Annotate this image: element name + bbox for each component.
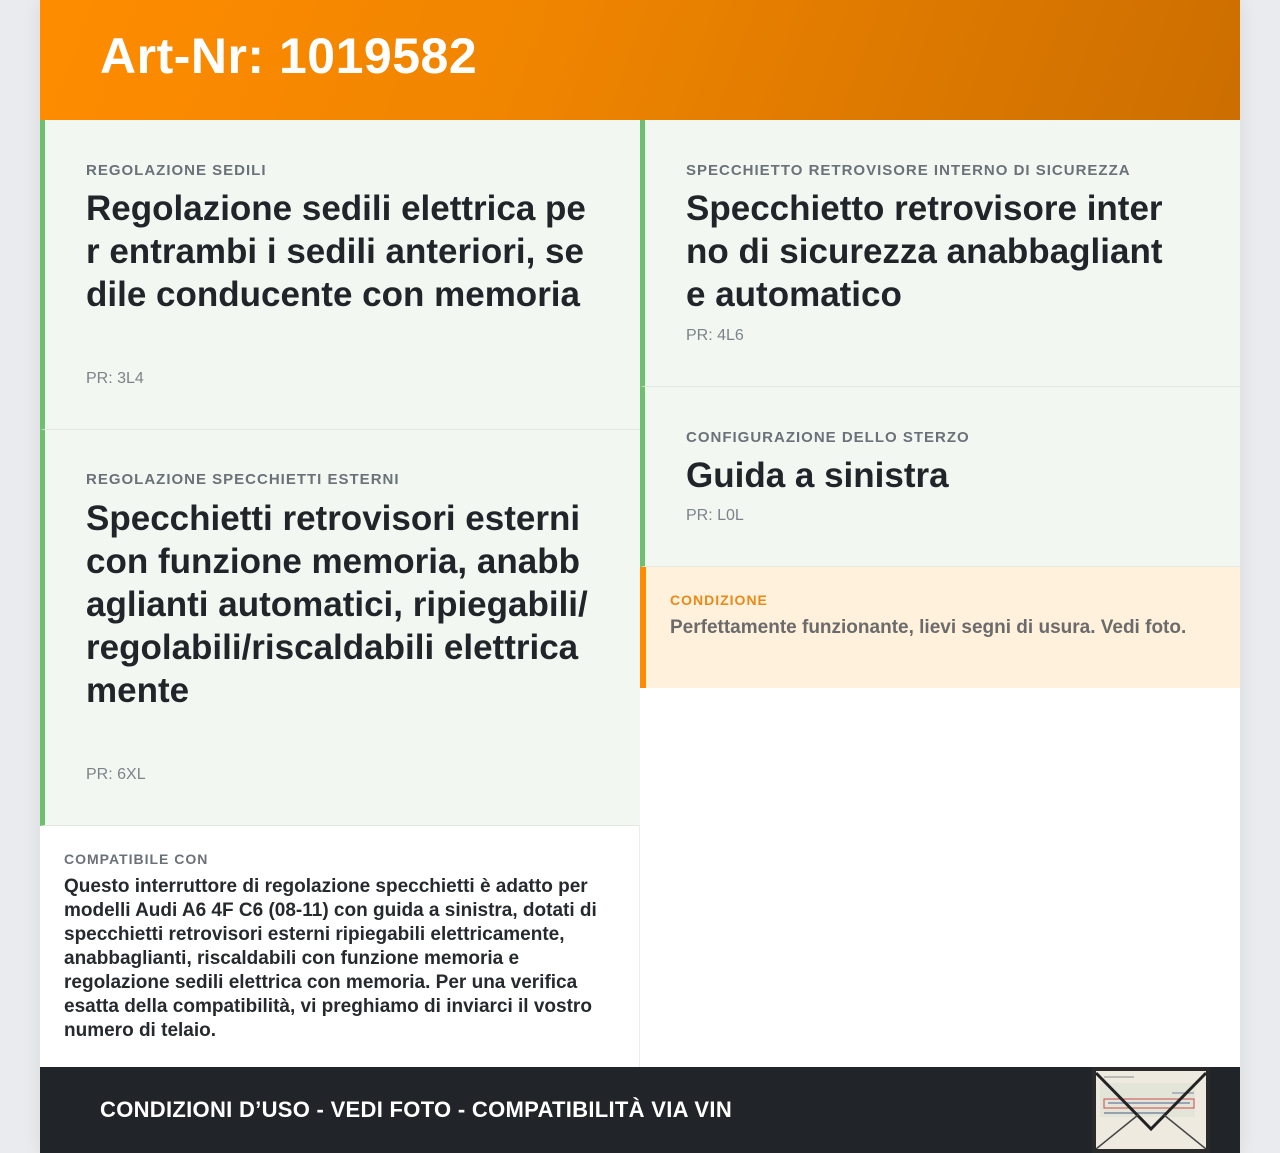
header-banner: [40, 0, 1240, 120]
feature-pr-code: PR: 6XL: [86, 766, 146, 783]
feature-title: Specchietto retrovisore interno di sicurezza anabbagliante automatico: [686, 189, 1163, 314]
feature-title: Guida a sinistra: [686, 456, 949, 495]
feature-card-seat-adjustment: [40, 120, 640, 430]
feature-label: REGOLAZIONE SPECCHIETTI ESTERNI: [86, 471, 400, 488]
feature-card-mirror-adjustment: [40, 430, 640, 826]
feature-label: CONFIGURAZIONE DELLO STERZO: [686, 429, 970, 446]
compatibility-label: COMPATIBILE CON: [64, 851, 209, 867]
feature-pr-code: PR: 3L4: [86, 370, 144, 387]
feature-title: Specchietti retrovisori esterni con funzione memoria, anabbaglianti automatici, ripiegabili/regolabili/riscaldabili elettricamente: [86, 499, 588, 710]
feature-pr-code: PR: L0L: [686, 507, 744, 524]
compatibility-text: Questo interruttore di regolazione specchietti è adatto per modelli Audi A6 4F C6 (08-11) con guida a sinistra, dotati di specchietti retrovisori esterni ripiegabili elettricamente, anabbaglianti, riscaldabili con funzione memoria e regolazione sedili elettrica con memoria. Per una verifica esatta della compatibilità, vi preghiamo di inviarci il vostro numero di telaio.: [64, 876, 597, 1041]
feature-card-interior-mirror: [640, 120, 1240, 387]
feature-card-steering: [640, 387, 1240, 567]
feature-pr-code: PR: 4L6: [686, 327, 744, 344]
compatibility-section: [40, 826, 640, 1067]
footer-text: CONDIZIONI D’USO - VEDI FOTO - COMPATIBILITÀ VIA VIN: [100, 1097, 733, 1122]
feature-label: SPECCHIETTO RETROVISORE INTERNO DI SICUREZZA: [686, 162, 1131, 179]
product-page: [40, 0, 1240, 1153]
condition-label: CONDIZIONE: [670, 592, 768, 608]
feature-label: REGOLAZIONE SEDILI: [86, 162, 267, 179]
footer-bar: [40, 1067, 1240, 1153]
condition-text: Perfettamente funzionante, lievi segni di usura. Vedi foto.: [670, 617, 1187, 638]
article-number-title: Art-Nr: 1019582: [100, 28, 478, 84]
envelope-stamp-icon: [1092, 1067, 1210, 1153]
feature-title: Regolazione sedili elettrica per entrambi i sedili anteriori, sedile conducente con memoria: [86, 189, 586, 314]
condition-box: [640, 567, 1240, 688]
